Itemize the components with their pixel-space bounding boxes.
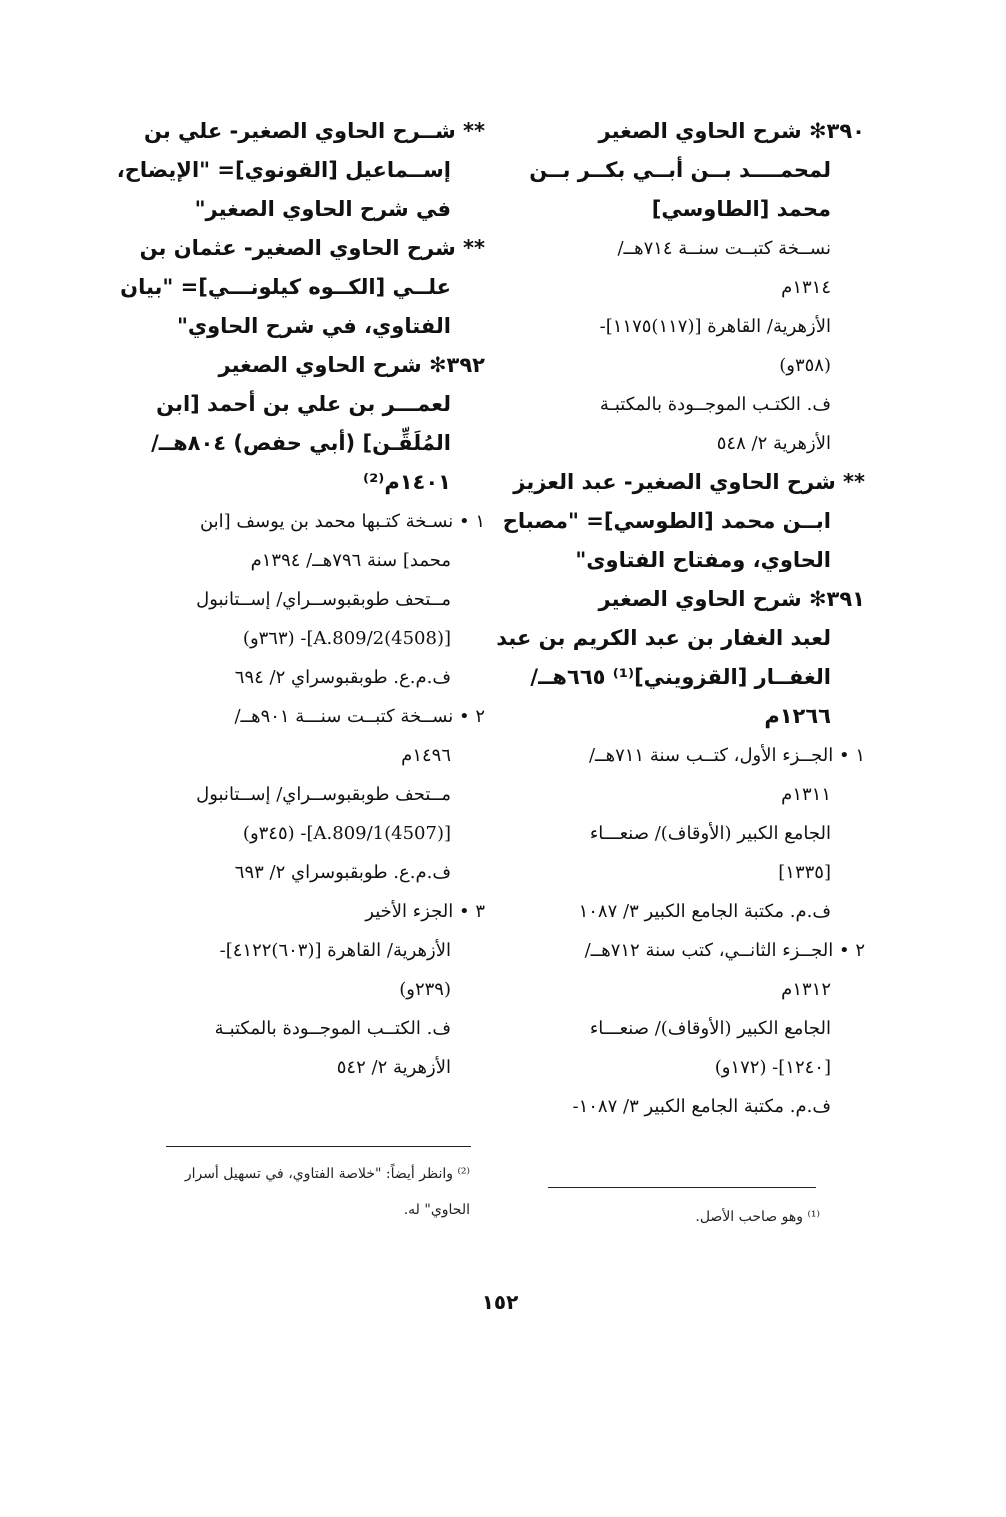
entry-detail-line: ف. الكتــب الموجــودة بالمكتبـة — [214, 1018, 451, 1039]
entry-detail-line: الأزهرية/ القاهرة [(٦٠٣)٤١٢٢]- — [219, 940, 451, 961]
entry-detail-line: (٣٥٨و) — [779, 355, 831, 376]
entry-heading-line: لعبد الغفار بن عبد الكريم بن عبد — [496, 626, 831, 650]
entry-detail-line: ف.م.ع. طوبقبوسراي ٢/ ٦٩٣ — [234, 862, 451, 883]
entry-detail-line: ١ • نسـخة كتـبها محمد بن يوسف [ابن — [199, 511, 485, 532]
entry-detail-line: ١ • الجــزء الأول، كتــب سنة ٧١١هــ/ — [588, 745, 865, 766]
entry-detail-line: ٢ • نســخة كتبــت سنـــة ٩٠١هــ/ — [234, 706, 485, 727]
entry-detail-line: [(4507)A.809/1]- (٣٤٥و) — [242, 823, 451, 844]
entry-detail-line: مــتحف طوبقبوســراي/ إســتانبول — [196, 784, 451, 805]
left-footnote-line-2: الحاوي" له. — [403, 1202, 470, 1218]
entry-heading-line: علــي [الكــوه كيلونـــي]= "بيان — [120, 275, 451, 299]
entry-heading-line: في شرح الحاوي الصغير" — [194, 197, 451, 221]
entry-detail-line: ف.م. مكتبة الجامع الكبير ٣/ ١٠٨٧- — [572, 1096, 831, 1117]
right-footnote: ⁽¹⁾ وهو صاحب الأصل. — [695, 1209, 820, 1225]
left-footnote-rule — [166, 1146, 471, 1147]
entry-heading-line: إســماعيل [القونوي]= "الإيضاح، — [116, 158, 451, 182]
left-column — [116, 112, 485, 1087]
entry-heading-line: ٣٩٠✻ شرح الحاوي الصغير — [598, 119, 865, 143]
entry-heading-line: الغفــار [القزويني]⁽¹⁾ ٦٦٥هــ/ — [530, 665, 831, 689]
right-footnote-rule — [548, 1187, 816, 1188]
entry-detail-line: نســخة كتبــت سنــة ٧١٤هــ/ — [617, 238, 831, 259]
entry-heading-line: لمحمــــد بــن أبــي بكــر بــن — [529, 158, 831, 182]
entry-heading-line: ١٢٦٦م — [764, 704, 831, 728]
entry-detail-line: الجامع الكبير (الأوقاف)/ صنعـــاء — [589, 1018, 831, 1039]
entry-detail-line: [١٣٣٥] — [778, 862, 831, 883]
entry-heading-line: الحاوي، ومفتاح الفتاوى" — [575, 548, 831, 572]
entry-heading-line: المُلَقِّـن] (أبي حفص) ٨٠٤هــ/ — [151, 431, 451, 455]
entry-detail-line: ١٤٩٦م — [401, 745, 451, 766]
entry-detail-line: [١٢٤٠]- (١٧٢و) — [714, 1057, 831, 1078]
entry-detail-line: ف.م. مكتبة الجامع الكبير ٣/ ١٠٨٧ — [578, 901, 831, 922]
entry-detail-line: ٢ • الجــزء الثانــي، كتب سنة ٧١٢هــ/ — [584, 940, 865, 961]
entry-detail-line: (٢٣٩و) — [399, 979, 451, 1000]
entry-detail-line: الأزهرية ٢/ ٥٤٨ — [716, 433, 831, 454]
entry-detail-line: الأزهرية/ القاهرة [(١١٧)١١٧٥]- — [599, 316, 831, 337]
left-footnote-line-1: ⁽²⁾ وانظر أيضاً: "خلاصة الفتاوي، في تسهيل أسرار — [184, 1166, 470, 1182]
entry-heading-line: الفتاوي، في شرح الحاوي" — [176, 314, 451, 338]
entry-detail-line: ١٣١٤م — [781, 277, 831, 298]
entry-heading-line: ١٤٠١م⁽²⁾ — [363, 470, 451, 494]
entry-heading-line: ** شرح الحاوي الصغير- عثمان بن — [139, 236, 485, 260]
entry-detail-line: الجامع الكبير (الأوقاف)/ صنعـــاء — [589, 823, 831, 844]
entry-heading-line: ** شرح الحاوي الصغير- عبد العزيز — [513, 470, 865, 494]
entry-detail-line: ف. الكتـب الموجــودة بالمكتبـة — [599, 394, 831, 415]
entry-detail-line: ٣ • الجزء الأخير — [365, 901, 485, 922]
entry-heading-line: ابــن محمد [الطوسي]= "مصباح — [502, 509, 831, 533]
entry-detail-line: [(4508)A.809/2]- (٣٦٣و) — [242, 628, 451, 649]
entry-detail-line: محمد] سنة ٧٩٦هــ/ ١٣٩٤م — [250, 550, 451, 571]
page-number: ١٥٢ — [481, 1290, 519, 1314]
right-column — [496, 112, 865, 1126]
entry-detail-line: ١٣١١م — [781, 784, 831, 805]
entry-detail-line: ١٣١٢م — [781, 979, 831, 1000]
entry-detail-line: ف.م.ع. طوبقبوسراي ٢/ ٦٩٤ — [234, 667, 451, 688]
entry-detail-line: مــتحف طوبقبوســراي/ إســتانبول — [196, 589, 451, 610]
entry-heading-line: ٣٩٢✻ شرح الحاوي الصغير — [218, 353, 485, 377]
entry-heading-line: ٣٩١✻ شرح الحاوي الصغير — [598, 587, 865, 611]
entry-detail-line: الأزهرية ٢/ ٥٤٢ — [336, 1057, 451, 1078]
entry-heading-line: لعمـــر بن علي بن أحمد [ابن — [156, 392, 451, 416]
entry-heading-line: ** شــرح الحاوي الصغير- علي بن — [143, 119, 485, 143]
entry-heading-line: محمد [الطاوسي] — [651, 197, 831, 221]
